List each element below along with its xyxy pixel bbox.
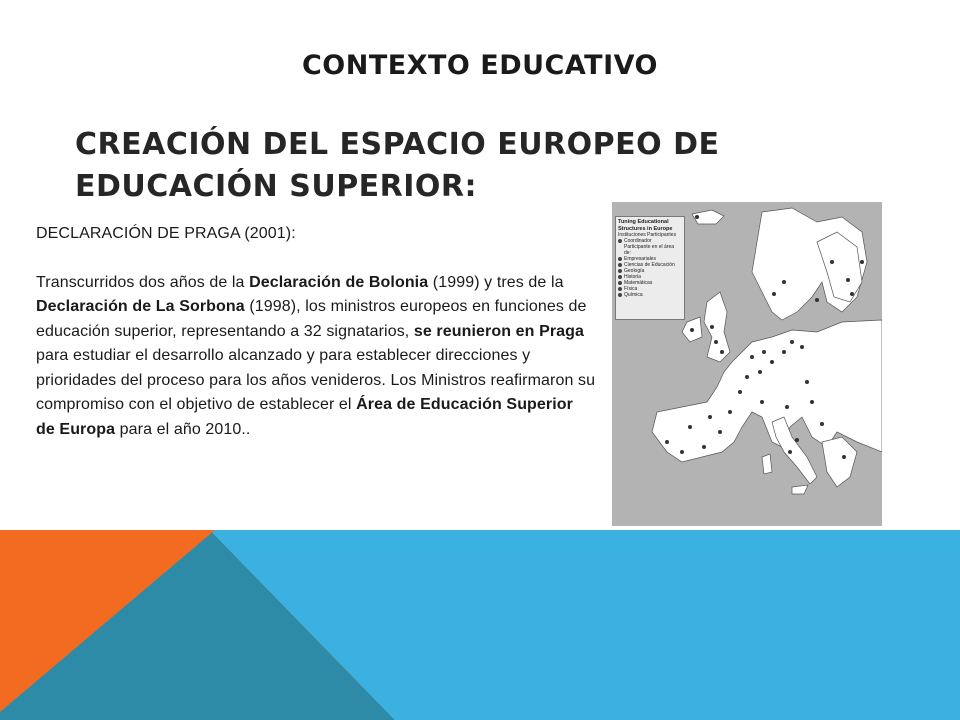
legend-item: Química <box>618 292 682 298</box>
legend-title: Tuning Educational Structures in Europe <box>618 219 673 232</box>
legend-item: Geología <box>618 268 682 274</box>
slide-title: CONTEXTO EDUCATIVO <box>301 50 659 81</box>
bold-area: Área de Educación Superior de Europa <box>36 396 574 438</box>
legend-item: Física <box>618 286 682 292</box>
legend-item: Empresariales <box>618 256 682 262</box>
legend-item: Ciencias de Educación <box>618 262 682 268</box>
legend-subtitle: Instituciones Participantes <box>618 232 677 238</box>
text-run: (1998), los ministros europeos en funciones de educación superior, representando a 32 signatarios, <box>36 298 587 340</box>
bold-bolonia: Declaración de Bolonia <box>249 273 429 291</box>
text-run: para estudiar el desarrollo alcanzado y para establecer direcciones y prioridades del proceso para los años venideros. Los Ministros reafirmaron su compromiso con el objetivo de establecer el <box>36 347 596 413</box>
bold-praga: se reunieron en Praga <box>413 322 585 340</box>
legend-item: Coordinador <box>618 238 682 244</box>
legend-item: Historia <box>618 274 682 280</box>
text-run: para el año 2010.. <box>115 420 251 438</box>
legend-item: Matemáticas <box>618 280 682 286</box>
legend-item: Participante en el área de: <box>624 244 675 256</box>
section-heading: DECLARACIÓN DE PRAGA (2001): <box>36 225 296 242</box>
bold-sorbona: Declaración de La Sorbona <box>36 298 245 315</box>
text-run: Transcurridos dos años de la <box>36 273 250 291</box>
text-run: (1999) y tres de la <box>428 273 564 291</box>
slide-subtitle: CREACIÓN DEL ESPACIO EUROPEO DE EDUCACIÓN SUPERIOR: <box>75 127 720 204</box>
